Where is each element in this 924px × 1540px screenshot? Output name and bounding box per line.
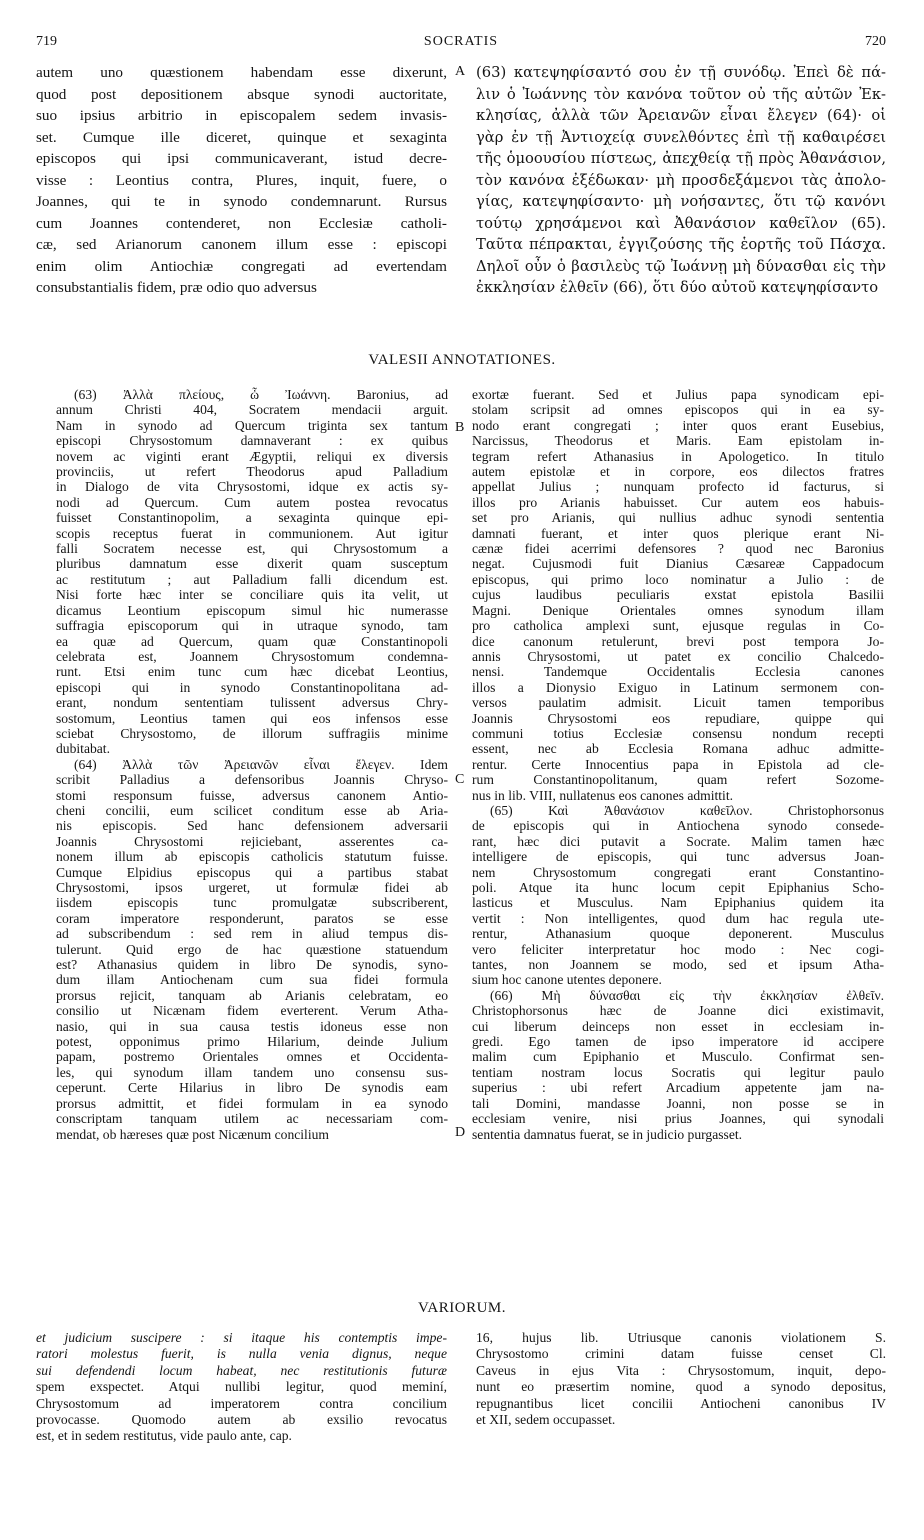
text-line: tentiam nostram locus Socratis qui legitur paulo [472,1064,884,1080]
text-line: enim olim Antiochiæ congregati ad evertendam [36,257,447,275]
text-line: Joannis Chrysostomi eos repudiare, quippe qui [472,710,884,726]
text-line: ad subscribendum : sed rem in aliud tempus dis- [56,926,448,942]
text-line: nonem illum ab episcopis catholicis statutum fuisse. [56,849,448,865]
text-line: et XII, sedem occupasset. [476,1412,616,1428]
text-line: prorsus rejicit, tanquam ab Arianis celebratam, eo [56,987,448,1003]
text-line: negat. Cujusmodi fuit Dianius Cæsareæ Cappadocum [472,556,884,572]
text-line: (63) Ἀλλὰ πλείους, ὦ Ἰωάννη. Baronius, ad [74,387,448,402]
text-line: pro catholica amplexi sunt, ejusque regulas in Co- [472,618,884,634]
text-line: vertit : Non intelligentes, quod dum hac regula ute- [472,910,884,926]
text-line: Christophorsonus hæc de Joanne dici existimavit, [472,1003,884,1019]
text-line: tali Domini, mandasse Joanni, non posse se in [472,1095,884,1111]
text-line: autem uno quæstionem habendam esse dixerunt, [36,64,447,81]
text-line: suo ipsius arbitrio in episcopalem sedem invasis- [36,107,447,124]
text-line: ac restitutum ; aut Palladium falli dicendum est. [56,571,448,587]
text-line: sostomum, Leontius tamen qui eos infensos esse [56,710,448,726]
text-line: nasio, qui in sua causa testis idoneus esse non [56,1018,448,1034]
text-line: les, qui synodum illam tandem uno consensu sus- [56,1064,448,1080]
text-line: Chrysostomi, ipsos urgeret, ut formulæ fidei ab [56,880,448,895]
text-line: Joannis Chrysostomi rejiciebant, asserentes ca- [56,833,448,849]
text-line: annum Christi 404, Socratem mendacii arguit. [56,402,448,418]
section-heading-variorum: VARIORUM. [418,1300,506,1316]
text-line: dubitabat. [56,741,110,757]
text-line: potest, opponimus primo Hilarium, deinde Julium [56,1034,448,1050]
text-line: essent, nec ab Ecclesia Romana adhuc admitte- [472,741,884,757]
text-line: annis Chrysostomi, ut patet ex concilio Chalcedo- [472,648,884,664]
text-line: damnati fuerant, et inter quos plerique erant Ni- [472,525,884,541]
text-line: (66) Μὴ δύνασθαι εἰς τὴν ἐκκλησίαν ἐλθεῖν. [490,987,884,1003]
text-line: sententia damnatus fuerat, se in judicio purgasset. [472,1126,743,1142]
text-line: sium hoc canone utentes deponere. [472,972,662,988]
annotations-left-column [56,387,448,1142]
text-line: celebrata est, Joannem Chrysostomum condemna- [56,648,448,664]
text-line: cænæ fidei acerrimi defensores ? quod nec Baronius [472,541,884,557]
text-line: τῆς ὁμοουσίου πίστεως, ἀπεχθείᾳ τῇ πρὸς Ἀθανάσιον, [476,150,886,167]
text-line: consilio ut Nicænam fidem everterent. Verum Atha- [56,1003,448,1019]
text-line: sciebat Chrysostomo, de illorum suffragiis minime [56,725,448,741]
text-line: sui defendendi locum habeat, nec restitutionis futuræ [36,1362,447,1378]
text-line: intelligere de episcopis, qui tunc adversus Joan- [472,849,884,865]
margin-marker-a: A [455,64,466,79]
text-line: coram imperatore responderunt, paratos se esse [56,910,448,926]
text-line: provocasse. Quomodo autem ab exsilio revocatus [36,1412,447,1428]
text-line: mendat, ob hæreses quæ post Nicænum concilium [56,1126,329,1142]
text-line: set. Cumque ille diceret, quinque et sexaginta [36,128,447,146]
text-line: 16, hujus lib. Utriusque canonis violationem S. [476,1330,886,1345]
text-line: nodo erant congregati ; inter quos erant Eusebius, [472,417,884,433]
text-line: Δηλοῖ οὖν ὁ βασιλεὺς τῷ Ἰωάννῃ μὴ δύνασθαι εἰς τὴν [476,257,886,275]
text-line: nem Chrysostomum congregati erant Constantino- [472,864,884,880]
margin-marker-c: C [455,772,465,787]
latin-text-column [36,62,447,299]
text-line: Cumque Elpidius episcopus qui a partibus stabat [56,864,448,880]
annotations-right-column [472,387,884,1142]
text-line: stolam scripsit ad omnes episcopos qui in ea sy- [472,402,884,418]
text-line: γίας, κατεψηφίσαντο· μὴ νοήσαντες, ὅτι τῷ κανόνι [476,193,886,210]
margin-marker-d: D [455,1125,466,1140]
text-line: ea quæ ad Quercum, quam quæ Constantinopoli [56,633,448,649]
text-line: illos a Dionysio Exiguo in Latinum sermonem con- [472,679,884,695]
text-line: falli Socratem necesse est, qui Chrysostomum a [56,541,448,557]
text-line: γὰρ ἐν τῇ Ἀντιοχείᾳ συνελθόντες ἐπὶ τῇ καθαιρέσει [476,128,886,146]
text-line: poli. Atque ita hunc locum cepit Epiphanius Scho- [472,880,884,895]
text-line: rentur. Certe Innocentius papa in Epistola ad cle- [472,756,884,772]
text-line: cum Joannes contenderet, non Ecclesiæ catholi- [36,214,447,232]
text-line: episcopus, qui primo loco nominatur a Julio : de [472,571,884,587]
text-line: fuisset Constantinopolim, a sexaginta quinque epi- [56,510,448,526]
text-line: erant, nondum sententiam tulissent adversus Chry- [56,695,448,711]
text-line: et judicium suscipere : si itaque his contemptis impe- [36,1330,447,1345]
text-line: tantes, non Joannem se modo, sed et ipsum Atha- [472,957,884,973]
variorum-left-column [36,1330,447,1445]
text-line: scribit Palladius a defensoribus Joannis Chryso- [56,772,448,788]
text-line: illos pro Arianis habuisset. Cur autem eos habuis- [472,494,884,510]
text-line: versos paulatim admisit. Licuit tamen temporibus [472,695,884,711]
text-line: repugnantibus licet concilii Antiocheni canonibus IV [476,1395,886,1411]
text-line: lasticus et Musculus. Nam Epiphanius quidem ita [472,895,884,911]
text-line: iisdem episcopis tunc promulgatæ subscriberent, [56,895,448,911]
text-line: ecclesiam venire, nisi prius Joannes, qui synodali [472,1111,884,1127]
text-line: τὸν κανόνα ἐξέδωκαν· μὴ προσδεξάμενοι τὰς ἀπολο- [476,171,886,189]
text-line: rentur, Athanasium quoque deponerent. Musculus [472,926,884,942]
text-line: set pro Arianis, qui nullius adhuc synodi sententia [472,510,884,526]
text-line: Ταῦτα πέπρακται, ἐγγιζούσης τῆς ἑορτῆς τοῦ Πάσχα. [476,236,886,253]
text-line: dicamus Leontium episcopum simul hic numerasse [56,602,448,618]
text-line: nodi ad Quercum. Cum autem postea revocatus [56,494,448,510]
text-line: novem ac viginti erant Ægyptii, reliqui ex diversis [56,448,448,464]
text-line: Caveus in ejus Vita : Chrysostomum, inquit, depo- [476,1362,886,1378]
text-line: exortæ fuerant. Sed et Julius papa synodicam epi- [472,387,884,402]
margin-marker-b: B [455,420,465,435]
text-line: nus in lib. VIII, nullatenus eos canones admittit. [472,787,734,803]
page-header [36,34,886,54]
running-title: SOCRATIS [423,34,499,49]
text-line: nunt eo præsertim nomine, quod a synodo depositus, [476,1379,886,1395]
text-line: Nisi forte hæc inter se conciliare quis ita velit, ut [56,587,448,603]
text-line: cujus laudibus peculiaris exstat epistola Basilii [472,587,884,603]
text-line: appellat Julius ; nunquam profecto id facturus, si [472,479,884,495]
text-line: communi totius Ecclesiæ consensu nondum recepti [472,725,884,741]
text-line: nis episcopis. Sed hanc defensionem adversarii [56,818,448,834]
text-line: stomi responsum fuisse, adversus canonem Antio- [56,787,448,803]
text-line: cheni concilii, eum scilicet conditum esse ab Aria- [56,802,448,818]
variorum-right-column [476,1330,886,1428]
text-line: ceperunt. Certe Hilarius in libro De synodis eam [56,1080,448,1096]
text-line: in Dialogo de vita Chrysostomi, idque ex actis sy- [56,479,448,495]
text-line: (64) Ἀλλὰ τῶν Ἀρειανῶν εἶναι ἔλεγεν. Idem [74,756,448,772]
text-line: λιν ὁ Ἰωάννης τὸν κανόνα τοῦτον οὐ τῆς αὐτῶν Ἐκ- [476,85,886,103]
text-line: nensi. Tandemque Occidentalis Ecclesia canones [472,664,884,680]
section-heading-valesii: VALESII ANNOTATIONES. [368,352,556,368]
text-line: Chrysostomo crimini datam fuisse censet Cl. [476,1346,886,1362]
text-line: Magni. Denique Orientales omnes synodum illam [472,602,884,618]
text-line: episcopi Chrysostomum damnaverant : ex quibus [56,433,448,449]
page-number-left: 719 [36,34,57,49]
text-line: dum illam Antiochenam cum sua fidei formula [56,972,448,988]
text-line: dice canonum retulerunt, brevi post tempora Jo- [472,633,884,649]
text-line: provinciis, ut refert Theodorus apud Palladium [56,464,448,480]
text-line: scopis receptus fuerat in communionem. Aut igitur [56,525,448,541]
text-line: malim cum Epiphanio et Musculo. Confirmat sen- [472,1049,884,1065]
text-line: gredi. Ego tamen de ipso imperatore id accipere [472,1034,884,1050]
text-line: autem epistolæ et in corpore, eos dilectos fratres [472,464,884,480]
text-line: conscriptam tanquam utilem ac necessariam com- [56,1111,448,1127]
text-line: ἐκκλησίαν ἐλθεῖν (66), ὅτι δύο αὐτοῦ κατεψηφίσαντο [476,279,879,296]
text-line: episcopos qui ipsi communicaverant, istud decre- [36,150,447,167]
text-line: quod post depositionem absque synodi auctoritate, [36,85,447,103]
text-line: pluribus damnatum esse dixerit quam susceptum [56,556,448,572]
text-line: est, et in sedem restitutus, vide paulo ante, cap. [36,1428,292,1444]
greek-text-column [476,62,886,299]
text-line: runt. Etsi enim tunc cum hæc dicebat Leontius, [56,664,448,680]
text-line: visse : Leontius contra, Plures, inquit, fuere, o [36,171,447,189]
text-line: ratori molestus fuerit, is nulla venia dignus, neque [36,1346,447,1362]
text-line: Joannes, qui te in synodo condemnarunt. Rursus [36,193,447,210]
text-line: (65) Καὶ Ἀθανάσιον καθεῖλον. Christophorsonus [490,802,884,818]
text-line: (63) κατεψηφίσαντό σου ἐν τῇ συνόδῳ. Ἐπεὶ δὲ πά- [476,64,886,81]
text-line: cui liberum deinceps non esset in ecclesiam in- [472,1018,884,1034]
page-number-right: 720 [865,34,886,49]
text-line: prorsus admittit, et fidei formulam in ea synodo [56,1095,448,1111]
text-line: rant, hæc dici putavit a Socrate. Malim tamen hæc [472,833,884,849]
text-line: tegram refert Athanasius in Apologetico. In titulo [472,448,884,464]
text-line: suffragia episcoporum qui in utraque synodo, tam [56,618,448,634]
text-line: tulerunt. Quid ergo de hac quæstione statuendum [56,941,448,957]
text-line: consubstantialis fidem, præ odio quo adversus [36,279,317,296]
text-line: vero feliciter interpretatur hoc modo : Nec cogi- [472,941,884,957]
text-line: papam, postremo Orientales omnes et Occidenta- [56,1049,448,1065]
text-line: spem exspectet. Atqui nullibi legitur, quod meminí, [36,1379,447,1395]
text-line: cæ, sed Arianorum canonem illum esse : episcopi [36,236,447,253]
text-line: Narcissus, Theodorus et Maris. Eam epistolam in- [472,433,884,449]
text-line: Nam in synodo ad Quercum triginta sex tantum [56,417,448,433]
text-line: superius : ubi refert Arcadium appetente jam na- [472,1080,884,1096]
text-line: τούτῳ χρησάμενοι καὶ Ἀθανάσιον καθεῖλον (65). [476,214,886,232]
text-line: Chrysostomum ad imperatorem contra concilium [36,1395,447,1411]
text-line: est? Athanasius quidem in libro De synodis, syno- [56,957,448,973]
text-line: episcopi qui in synodo Constantinopolitana ad- [56,679,448,695]
text-line: de episcopis qui in Antiochena synodo consede- [472,818,884,834]
text-line: rum Constantinopolitanum, quam refert Sozome- [472,772,884,788]
text-line: κλησίας, ἀλλὰ τῶν Ἀρειανῶν εἶναι ἔλεγεν (64)· οἱ [476,107,886,124]
